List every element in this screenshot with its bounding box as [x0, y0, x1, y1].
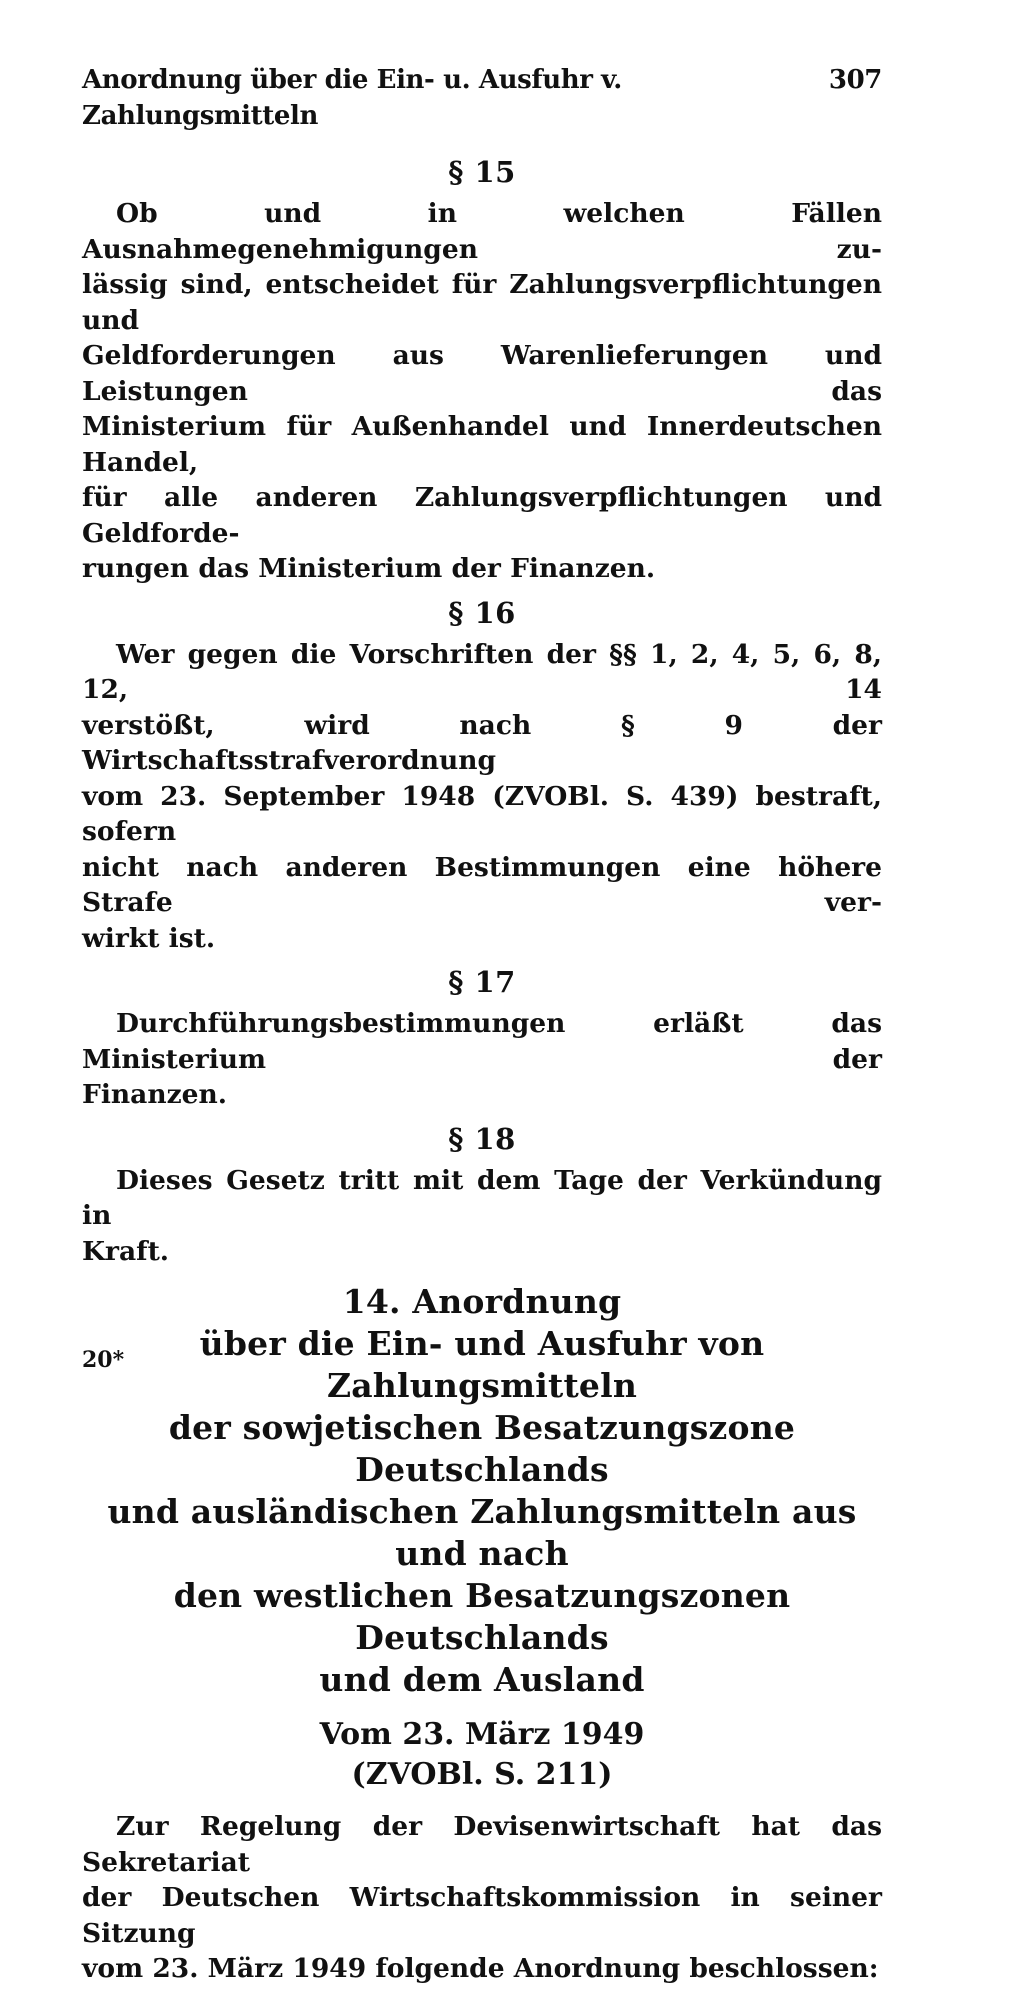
- paragraph-line: Zur Regelung der Devisenwirtschaft hat das Sekretariat: [82, 1811, 882, 1878]
- paragraph-line: Ministerium für Außenhandel und Innerdeutschen Handel,: [82, 411, 882, 478]
- section-heading: § 17: [448, 965, 516, 999]
- section-heading: § 16: [448, 595, 516, 630]
- section-paragraph: [82, 1163, 882, 1270]
- section-15: [82, 154, 882, 587]
- decree-title-line: und ausländischen Zahlungsmitteln aus und nach: [107, 1492, 857, 1573]
- paragraph-line: vom 23. März 1949 folgende Anordnung beschlossen:: [82, 1953, 879, 1984]
- page-body: [82, 62, 882, 1995]
- section-18: [82, 1121, 882, 1270]
- paragraph-line: vom 23. September 1948 (ZVOBl. S. 439) bestraft, sofern: [82, 780, 882, 847]
- decree-title-line: den westlichen Besatzungszonen Deutschlands: [173, 1576, 791, 1657]
- running-head: [82, 62, 882, 134]
- paragraph-line: Wer gegen die Vorschriften der §§ 1, 2, 4, 5, 6, 8, 12, 14: [82, 638, 882, 705]
- paragraph-line: rungen das Ministerium der Finanzen.: [82, 553, 656, 584]
- section-paragraph: [82, 1006, 882, 1113]
- section-heading: § 18: [448, 1121, 516, 1156]
- paragraph-line: Kraft.: [82, 1235, 170, 1267]
- paragraph-line: Dieses Gesetz tritt mit dem Tage der Verkündung in: [82, 1164, 882, 1231]
- decree-title-line: der sowjetischen Besatzungszone Deutschlands: [168, 1408, 796, 1489]
- section-16: [82, 595, 882, 957]
- decree-title-line: und dem Ausland: [319, 1660, 645, 1699]
- paragraph-line: lässig sind, entscheidet für Zahlungsverpflichtungen und: [82, 269, 882, 336]
- decree-date-block: [82, 1715, 882, 1795]
- section-paragraph: [82, 196, 882, 587]
- section-heading: § 15: [448, 155, 516, 189]
- paragraph-line: nicht nach anderen Bestimmungen eine höhere Strafe ver-: [82, 851, 882, 918]
- paragraph-line: für alle anderen Zahlungsverpflichtungen und Geldforde-: [82, 482, 882, 549]
- paragraph-line: Finanzen.: [82, 1079, 227, 1110]
- paragraph-line: Geldforderungen aus Warenlieferungen und Leistungen das: [82, 340, 882, 407]
- paragraph-line: der Deutschen Wirtschaftskommission in seiner Sitzung: [82, 1882, 882, 1949]
- section-paragraph: [82, 637, 882, 957]
- paragraph-line: Ob und in welchen Fällen Ausnahmegenehmigungen zu-: [82, 198, 882, 265]
- signature-mark: 20*: [82, 1347, 125, 1373]
- page-number: 307: [828, 65, 882, 95]
- paragraph-line: verstößt, wird nach § 9 der Wirtschaftsstrafverordnung: [82, 709, 882, 776]
- decree-title: [82, 1281, 882, 1701]
- decree-preamble: [82, 1809, 882, 1987]
- decree-title-line: 14. Anordnung: [342, 1282, 622, 1321]
- running-head-title: Anordnung über die Ein- u. Ausfuhr v. Zahlungsmitteln: [82, 65, 622, 131]
- decree-source: (ZVOBl. S. 211): [351, 1757, 613, 1792]
- section-17: [82, 964, 882, 1113]
- paragraph-line: Durchführungsbestimmungen erläßt das Ministerium der: [82, 1008, 882, 1075]
- paragraph-line: wirkt ist.: [82, 922, 216, 954]
- decree-date: Vom 23. März 1949: [319, 1717, 645, 1752]
- decree-title-line: über die Ein- und Ausfuhr von Zahlungsmitteln: [199, 1324, 765, 1405]
